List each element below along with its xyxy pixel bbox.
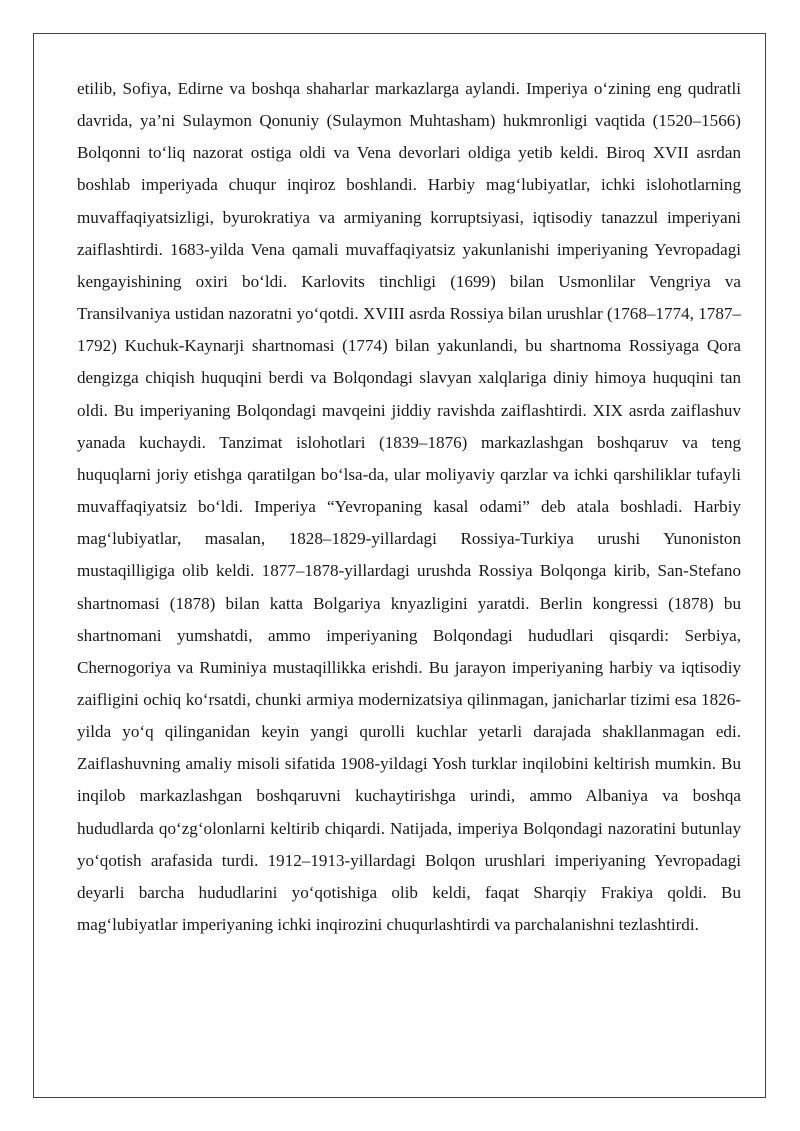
body-paragraph: etilib, Sofiya, Edirne va boshqa shaharlar markazlarga aylandi. Imperiya oʻzining eng qudratli davrida, ya’ni Sulaymon Qonuniy (Sulaymon Muhtasham) hukmronligi vaqtida (1520–1566) Bolqonni toʻliq nazorat ostiga oldi va Vena devorlari oldiga yetib keldi. Biroq XVII asrdan boshlab imperiyada chuqur inqiroz boshlandi. Harbiy magʻlubiyatlar, ichki islohotlarning muvaffaqiyatsizligi, byurokratiya va armiyaning korruptsiyasi, iqtisodiy tanazzul imperiyani zaiflashtirdi. 1683-yilda Vena qamali muvaffaqiyatsiz yakunlanishi imperiyaning Yevropadagi kengayishining oxiri boʻldi. Karlovits tinchligi (1699) bilan Usmonlilar Vengriya va Transilvaniya ustidan nazoratni yoʻqotdi. XVIII asrda Rossiya bilan urushlar (1768–1774, 1787–1792) Kuchuk-Kaynarji shartnomasi (1774) bilan yakunlandi, bu shartnoma Rossiyaga Qora dengizga chiqish huquqini berdi va Bolqondagi slavyan xalqlariga diniy himoya huquqini tan oldi. Bu imperiyaning Bolqondagi mavqeini jiddiy ravishda zaiflashtirdi. XIX asrda zaiflashuv yanada kuchaydi. Tanzimat islohotlari (1839–1876) markazlashgan boshqaruv va teng huquqlarni joriy etishga qaratilgan boʻlsa-da, ular moliyaviy qarzlar va ichki qarshiliklar tufayli muvaffaqiyatsiz boʻldi. Imperiya “Yevropaning kasal odami” deb atala boshladi. Harbiy magʻlubiyatlar, masalan, 1828–1829-yillardagi Rossiya-Turkiya urushi Yunoniston mustaqilligiga olib keldi. 1877–1878-yillardagi urushda Rossiya Bolqonga kirib, San-Stefano shartnomasi (1878) bilan katta Bolgariya knyazligini yaratdi. Berlin kongressi (1878) bu shartnomani yumshatdi, ammo imperiyaning Bolqondagi hududlari qisqardi: Serbiya, Chernogoriya va Ruminiya mustaqillikka erishdi. Bu jarayon imperiyaning harbiy va iqtisodiy zaifligini ochiq koʻrsatdi, chunki armiya modernizatsiya qilinmagan, janicharlar tizimi esa 1826-yilda yoʻq qilinganidan keyin yangi qurolli kuchlar yetarli darajada shakllanmagan edi. Zaiflashuvning amaliy misoli sifatida 1908-yildagi Yosh turklar inqilobini keltirish mumkin. Bu inqilob markazlashgan boshqaruvni kuchaytirishga urindi, ammo Albaniya va boshqa hududlarda qoʻzgʻolonlarni keltirib chiqardi. Natijada, imperiya Bolqondagi nazoratini butunlay yoʻqotish arafasida turdi. 1912–1913-yillardagi Bolqon urushlari imperiyaning Yevropadagi deyarli barcha hududlarini yoʻqotishiga olib keldi, faqat Sharqiy Frakiya qoldi. Bu magʻlubiyatlar imperiyaning ichki inqirozini chuqurlashtirdi va parchalanishni tezlashtirdi. <box>77 79 741 935</box>
